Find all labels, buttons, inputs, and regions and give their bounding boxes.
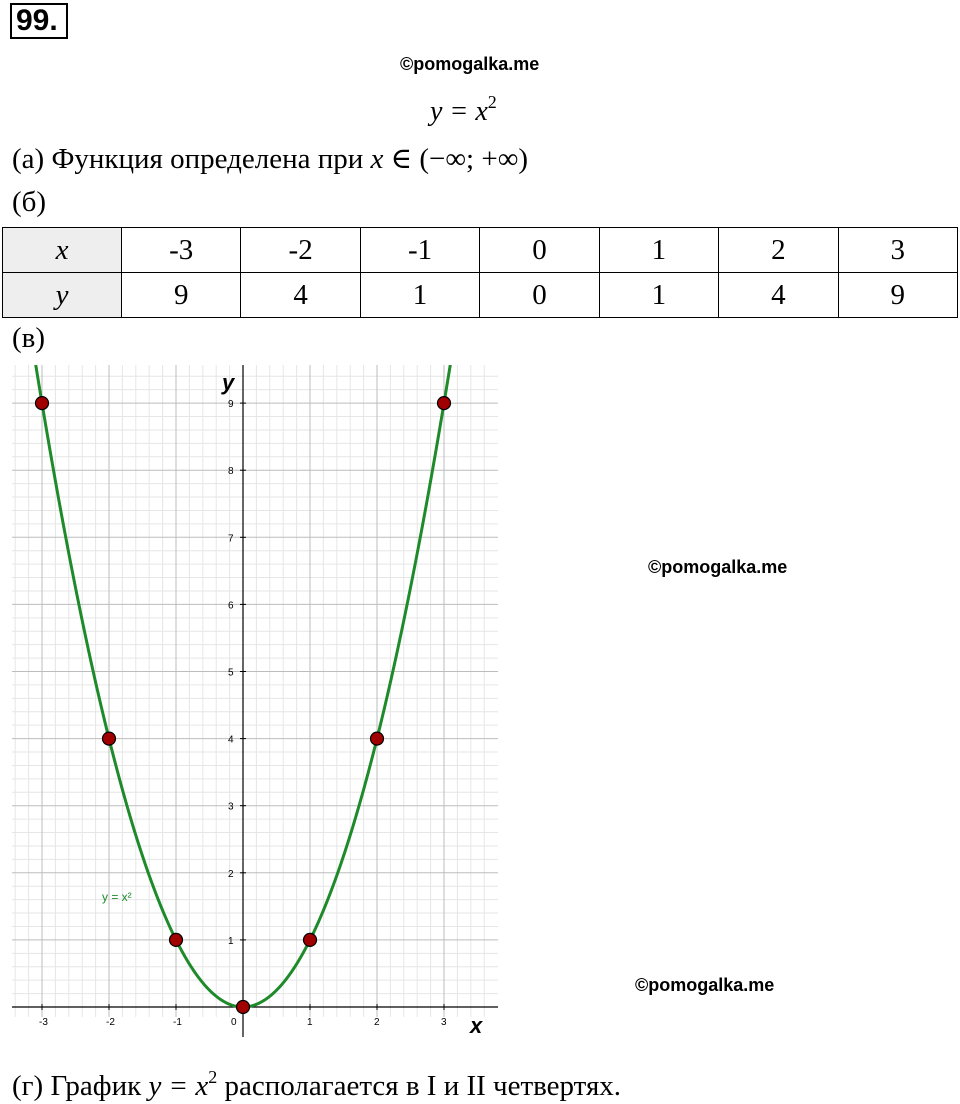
formula-text: y = x bbox=[430, 96, 488, 127]
parabola-chart bbox=[12, 365, 500, 1055]
y-tick-label: 6 bbox=[228, 600, 234, 612]
y-tick-label: 1 bbox=[228, 935, 234, 947]
curve-label: y = x² bbox=[102, 890, 132, 904]
table-cell: 3 bbox=[838, 228, 957, 273]
table-cell: -2 bbox=[241, 228, 360, 273]
data-point bbox=[438, 397, 451, 410]
part-g-label: (г) bbox=[12, 1070, 44, 1102]
table-row-x bbox=[3, 228, 958, 273]
problem-number: 99. bbox=[10, 3, 68, 39]
table-cell: 4 bbox=[241, 273, 360, 318]
data-point bbox=[371, 732, 384, 745]
part-a-domain: ∈ (−∞; +∞) bbox=[390, 143, 529, 175]
x-tick-label: 3 bbox=[441, 1017, 447, 1028]
table-cell: 4 bbox=[719, 273, 838, 318]
table-cell: 1 bbox=[360, 273, 479, 318]
part-a-text: Функция определена при bbox=[51, 143, 364, 175]
watermark-bottom: ©pomogalka.me bbox=[635, 975, 775, 995]
y-tick-label: 9 bbox=[228, 399, 234, 411]
table-cell: -3 bbox=[122, 228, 241, 273]
function-formula bbox=[430, 92, 497, 128]
x-tick-label: -1 bbox=[173, 1017, 182, 1028]
watermark-middle: ©pomogalka.me bbox=[648, 557, 788, 577]
data-point bbox=[36, 397, 49, 410]
values-table bbox=[2, 227, 958, 318]
table-cell: -1 bbox=[360, 228, 479, 273]
part-v-label: (в) bbox=[12, 322, 46, 354]
data-point bbox=[103, 732, 116, 745]
y-tick-label: 7 bbox=[228, 533, 234, 545]
watermark-top: ©pomogalka.me bbox=[400, 54, 540, 74]
part-g-exponent: 2 bbox=[208, 1067, 218, 1087]
data-point bbox=[170, 933, 183, 946]
x-tick-label: 2 bbox=[374, 1017, 380, 1028]
table-cell: 1 bbox=[599, 273, 718, 318]
data-point bbox=[304, 933, 317, 946]
part-b-label: (б) bbox=[12, 186, 47, 218]
part-a-var: x bbox=[370, 143, 384, 175]
y-tick-label: 4 bbox=[228, 734, 234, 746]
table-header-x: x bbox=[3, 228, 122, 273]
y-tick-label: 8 bbox=[228, 466, 234, 478]
x-tick-label: 0 bbox=[231, 1017, 237, 1028]
table-cell: 2 bbox=[719, 228, 838, 273]
part-g bbox=[12, 1067, 621, 1103]
part-g-text-before: График bbox=[50, 1070, 142, 1102]
part-g-formula: y = x bbox=[148, 1070, 209, 1102]
x-tick-label: 1 bbox=[307, 1017, 313, 1028]
table-cell: 0 bbox=[480, 273, 599, 318]
table-cell: 0 bbox=[480, 228, 599, 273]
table-cell: 9 bbox=[838, 273, 957, 318]
part-g-text-after: располагается в I и II четвертях. bbox=[224, 1070, 622, 1102]
y-tick-label: 5 bbox=[228, 667, 234, 679]
table-cell: 1 bbox=[599, 228, 718, 273]
part-a-label: (а) bbox=[12, 143, 45, 175]
table-row-y bbox=[3, 273, 958, 318]
x-tick-label: -2 bbox=[106, 1017, 115, 1028]
data-point bbox=[237, 1001, 250, 1014]
formula-exponent: 2 bbox=[487, 92, 497, 112]
y-axis-label: y bbox=[222, 370, 235, 395]
table-header-y: y bbox=[3, 273, 122, 318]
part-a bbox=[12, 141, 528, 176]
table-cell: 9 bbox=[122, 273, 241, 318]
y-tick-label: 3 bbox=[228, 801, 234, 813]
x-tick-label: -3 bbox=[39, 1017, 48, 1028]
y-tick-label: 2 bbox=[228, 868, 234, 880]
x-axis-label: x bbox=[470, 1013, 483, 1038]
